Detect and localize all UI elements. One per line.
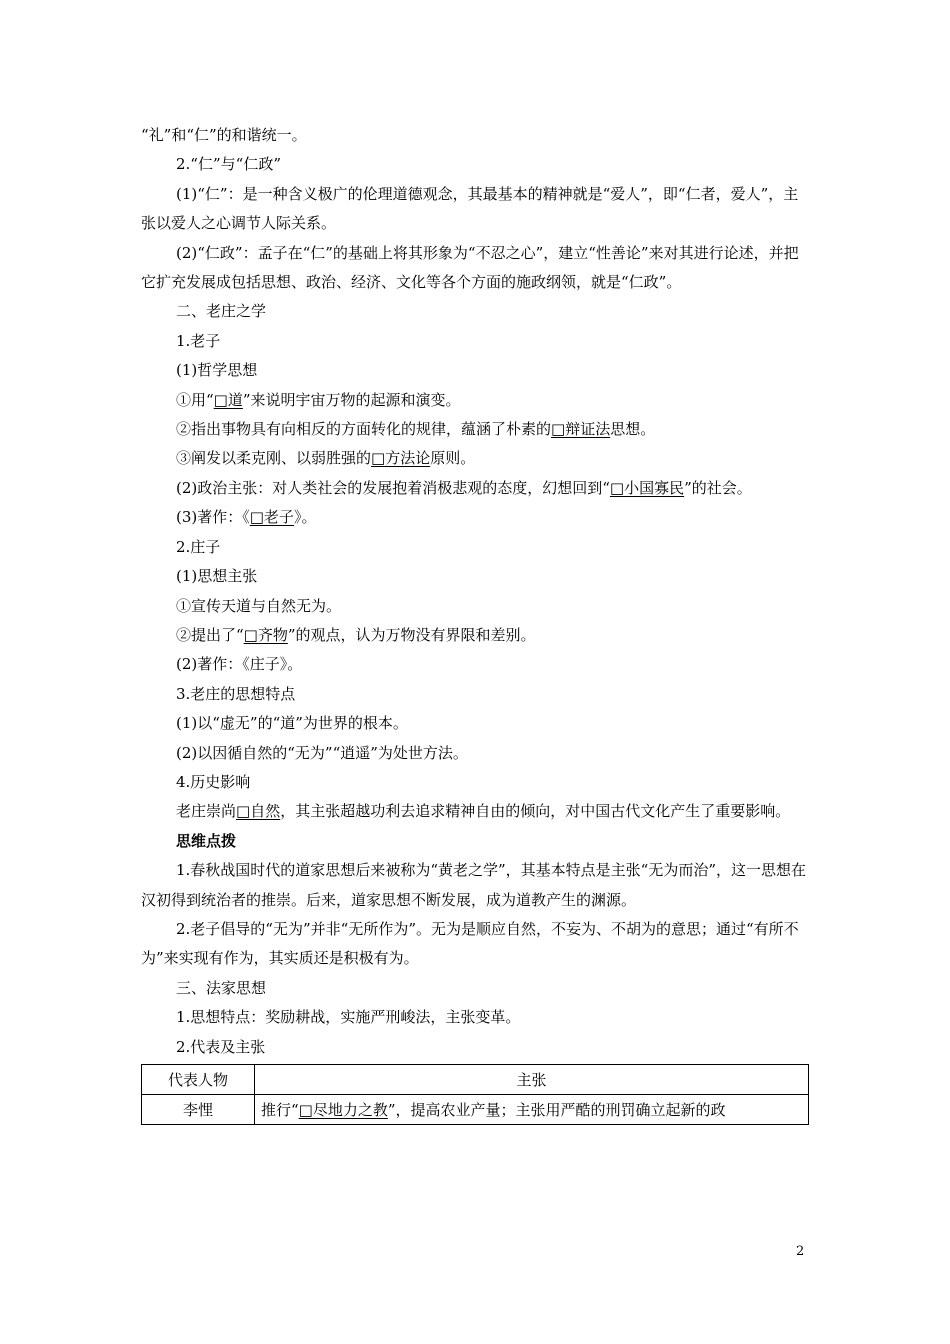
document-body — [141, 121, 809, 1125]
line-text: 原则。 — [430, 449, 476, 468]
cell-text: 推行“ — [261, 1101, 299, 1119]
underlined-answer: □方法论 — [371, 449, 431, 468]
text-line: (1)“仁”：是一种含义极广的伦理道德观念，其最基本的精神就是“爱人”，即“仁者，爱人”，主张以爱人之心调节人际关系。 — [141, 184, 799, 233]
text-line: ①宣传天道与自然无为。 — [176, 596, 342, 615]
text-line: (1)以“虚无”的“道”为世界的根本。 — [176, 714, 408, 733]
text-line: 二、老庄之学 — [176, 302, 267, 321]
text-line: 1.老子 — [176, 331, 221, 350]
text-line: 2.老子倡导的“无为”并非“无所作为”。无为是顺应自然，不妄为、不胡为的意思；通过“有所不为”来实现有作为，其实质还是积极有为。 — [141, 919, 799, 968]
text-line — [141, 444, 809, 473]
legalist-table — [141, 1064, 809, 1125]
text-line: 思维点拨 — [176, 831, 237, 850]
text-line: 2.庄子 — [176, 537, 221, 556]
line-text: 思想。 — [610, 420, 656, 439]
line-text: 老庄崇尚 — [176, 802, 237, 821]
table-row — [142, 1095, 809, 1125]
text-line — [141, 503, 809, 532]
line-text: ”来说明宇宙万物的起源和演变。 — [242, 390, 461, 409]
underlined-answer: □自然 — [236, 802, 281, 821]
text-line: 1.春秋战国时代的道家思想后来被称为“黄老之学”，其基本特点是主张“无为而治”，这一思想在汉初得到统治者的推崇。后来，道家思想不断发展，成为道教产生的渊源。 — [141, 861, 806, 909]
text-line: (1)哲学思想 — [176, 361, 258, 380]
text-line: (2)“仁政”：孟子在“仁”的基础上将其形象为“不忍之心”，建立“性善论”来对其进行论述，并把它扩充发展成包括思想、政治、经济、文化等各个方面的施政纲领，就是“仁政”。 — [141, 243, 799, 292]
line-text: ②提出了“ — [176, 625, 244, 644]
table-cell-name: 李悝 — [142, 1095, 255, 1125]
table-header-cell: 主张 — [255, 1065, 809, 1095]
underlined-answer: □尽地力之教 — [298, 1101, 388, 1119]
text-line: 3.老庄的思想特点 — [176, 684, 296, 703]
text-line: (2)以因循自然的“无为”“逍遥”为处世方法。 — [176, 743, 468, 762]
underlined-answer: □道 — [213, 390, 243, 409]
line-text: ②指出事物具有向相反的方面转化的规律，蕴涵了朴素的 — [176, 420, 552, 439]
underlined-answer: □小国寡民 — [609, 478, 685, 497]
table-header-cell: 代表人物 — [142, 1065, 255, 1095]
text-line: 1.思想特点：奖励耕战，实施严刑峻法，主张变革。 — [176, 1008, 521, 1027]
text-line — [141, 415, 809, 444]
line-text: ，其主张超越功利去追求精神自由的倾向，对中国古代文化产生了重要影响。 — [280, 802, 791, 821]
line-text: (3)著作：《 — [176, 508, 250, 527]
line-text: ③阐发以柔克刚、以弱胜强的 — [176, 449, 372, 468]
line-text: ”的社会。 — [684, 478, 752, 497]
text-line: (2)著作：《庄子》。 — [176, 655, 303, 674]
underlined-answer: □老子 — [249, 508, 294, 527]
text-line — [141, 474, 809, 503]
text-line: (1)思想主张 — [176, 567, 258, 586]
cell-text: ”，提高农业产量；主张用严酷的刑罚确立起新的政 — [387, 1101, 726, 1119]
text-block — [141, 121, 809, 1062]
text-line — [141, 621, 809, 650]
text-line: “礼”和“仁”的和谐统一。 — [141, 126, 307, 144]
underlined-answer: □齐物 — [243, 625, 288, 644]
underlined-answer: □辩证法 — [551, 420, 611, 439]
line-text: ①用“ — [176, 390, 214, 409]
text-line: 三、法家思想 — [176, 978, 267, 997]
text-line: 2.代表及主张 — [176, 1037, 266, 1056]
text-line — [141, 386, 809, 415]
table-header-row — [142, 1065, 809, 1095]
line-text: (2)政治主张：对人类社会的发展抱着消极悲观的态度，幻想回到“ — [176, 478, 610, 497]
line-text: 》。 — [293, 508, 317, 527]
line-text: ”的观点，认为万物没有界限和差别。 — [287, 625, 536, 644]
text-line: 4.历史影响 — [176, 772, 251, 791]
text-line — [141, 797, 809, 826]
table-cell-claim — [255, 1095, 809, 1125]
page-number: 2 — [796, 1244, 805, 1259]
text-line: 2.“仁”与“仁政” — [176, 155, 281, 174]
